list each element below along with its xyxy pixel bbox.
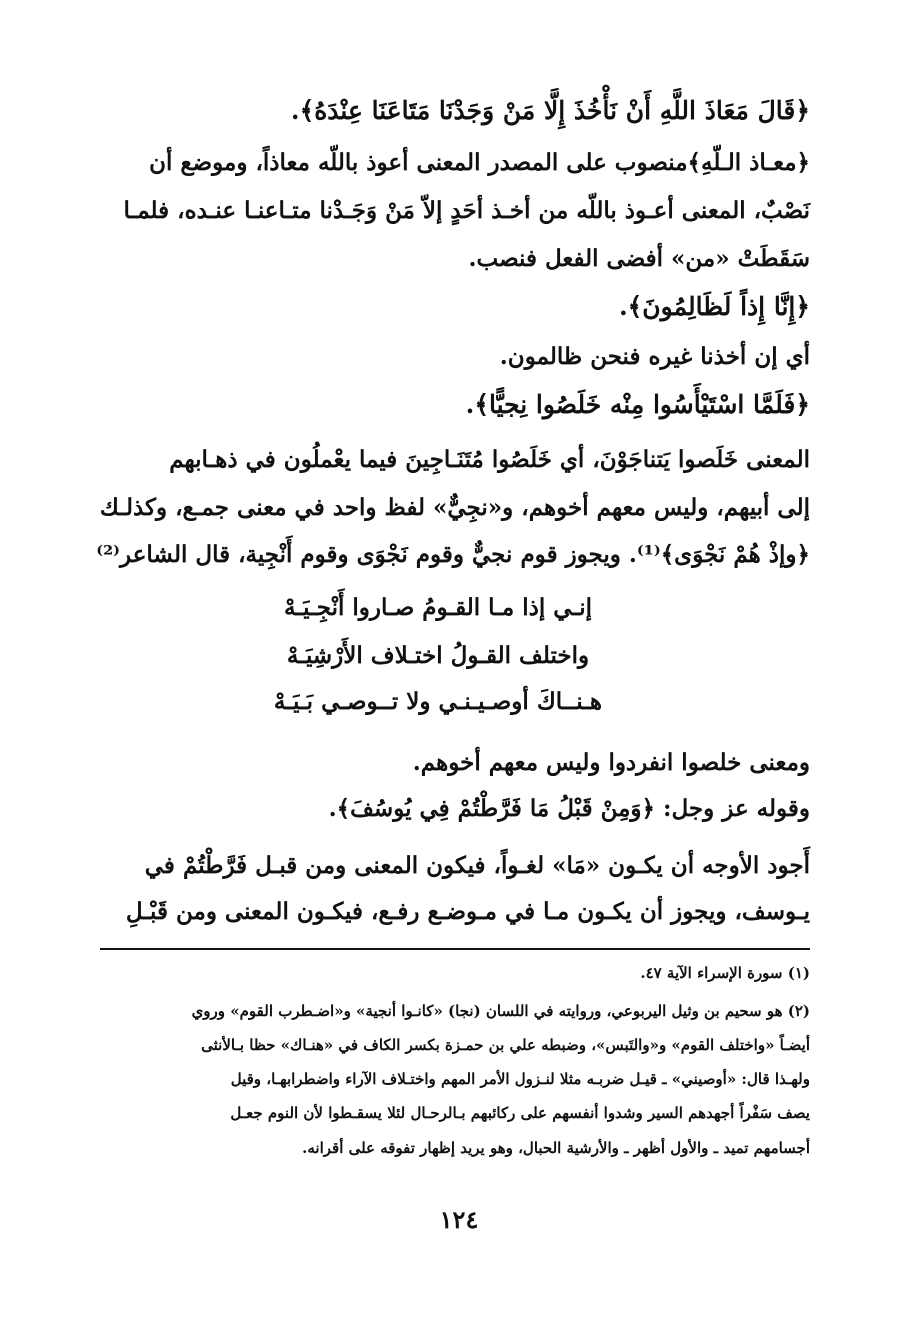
text-line: إلى أبيهم، وليس معهم أخوهم، و«نجِيٌّ» لفظ واحد في معنى جمـع، وكذلـك bbox=[99, 494, 810, 521]
text-line: ﴿معـاذ الـلّهِ﴾منصوب على المصدر المعنى أعوذ باللّه معاذاً، وموضع أن bbox=[149, 149, 810, 176]
text-line: أي إن أخذنا غيره فنحن ظالمون. bbox=[499, 343, 810, 370]
footnote-1: (١) سورة الإسراء الآية ٤٧. bbox=[640, 964, 810, 982]
text-line: ومعنى خلصوا انفردوا وليس معهم أخوهم. bbox=[412, 749, 810, 776]
poem-verse: إنـي إذا مـا القـومُ صـاروا أَنْجِـيَـهْ bbox=[284, 594, 592, 621]
text-line: أَجود الأوجه أن يكـون «مَا» لغـواً، فيكون المعنى ومن قبـل فَرَّطْتُمْ في bbox=[144, 852, 810, 879]
text-line: سَقَطَتْ «من» أفضى الفعل فنصب. bbox=[468, 245, 810, 272]
footnote-2-line: أجسامهم تميد ـ والأول أظهر ـ والأرشية الحبال، وهو يريد إظهار تفوقه على أقرانه. bbox=[302, 1139, 810, 1157]
quran-verse: ﴿إِنَّا إِذاً لَظَالِمُونَ﴾. bbox=[618, 292, 810, 321]
poem-verse: هـنــاكَ أوصـيـنـي ولا تــوصـي بَـيَـهْ bbox=[273, 688, 603, 715]
text-line: المعنى خَلَصوا يَتناجَوْنَ، أي خَلَصُوا مُتَنَـاجِينَ فيما يعْملُون في ذهـابهم bbox=[169, 446, 810, 473]
quran-verse: ﴿قَالَ مَعَاذَ اللَّهِ أَنْ نَأْخُذَ إِلَّا مَنْ وَجَدْنَا مَتَاعَنَا عِنْدَهُ﴾. bbox=[290, 96, 810, 125]
footnote-2: (٢) هو سحيم بن وثيل اليربوعي، وروايته في اللسان (نجا) «كانـوا أنجية» و«اضـطرب القوم» وروي bbox=[191, 1002, 810, 1020]
footnote-2-line: يصف سَفْراً أجهدهم السير وشدوا أنفسهم على ركائبهم بـالرحـال لئلا يسقـطوا لأن النوم جعـل bbox=[230, 1104, 810, 1122]
poem-verse: واختلف القـولُ اختـلاف الأَرْشِيَـهْ bbox=[286, 642, 590, 669]
quran-verse: ﴿فَلَمَّا اسْتَيْأَسُوا مِنْه خَلَصُوا نِجيًّا﴾. bbox=[465, 390, 810, 419]
text-line: نَصْبٌ، المعنى أعـوذ باللّه من أخـذ أحَدٍ إلاّ مَنْ وَجَـدْنا متـاعنـا عنـده، فلمـا bbox=[123, 197, 810, 224]
footnote-separator bbox=[100, 948, 810, 950]
text-line: وقوله عز وجل: ﴿وَمِنْ قَبْلُ مَا فَرَّطْتُمْ فِي يُوسُفَ﴾. bbox=[328, 795, 810, 822]
text-line: يـوسف، ويجوز أن يكـون مـا في مـوضـع رفـع، فيكـون المعنى ومن قَبْـلِ bbox=[125, 898, 810, 925]
footnote-2-line: ولهـذا قال: «أوصيني» ـ قيـل ضربـه مثلا لنـزول الأمر المهم واختـلاف الآراء واضطرابهـا، وقيل bbox=[230, 1070, 810, 1088]
footnote-2-line: أيضـاً «واختلف القوم» و«والتَبس»، وضبطه علي بن حمـزة بكسر الكاف في «هنـاك» حظا بـالأنثى bbox=[201, 1036, 810, 1054]
page-number: ١٢٤ bbox=[439, 1205, 479, 1234]
text-line: ﴿وإذْ هُمْ نَجْوَى﴾⁽¹⁾. ويجوز قوم نجيٌّ وقوم نَجْوَى وقوم أَنْجِية، قال الشاعر⁽²⁾ bbox=[96, 541, 810, 568]
